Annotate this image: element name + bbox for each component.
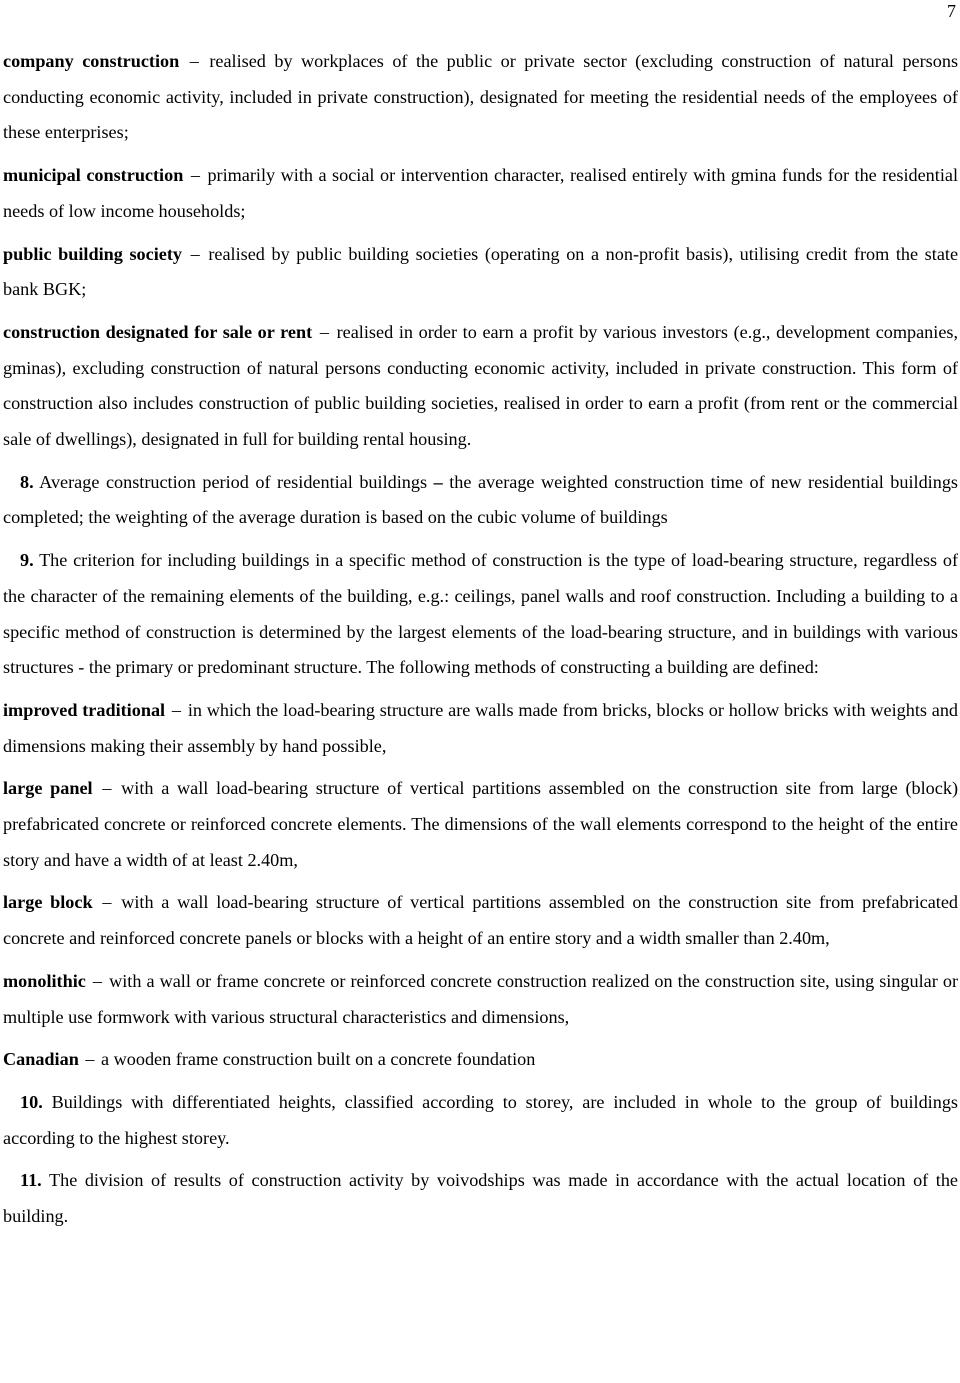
item-text: Buildings with differentiated heights, classified according to storey, are included in whole to the group of buildings according to the highest storey. xyxy=(3,1091,958,1148)
item-text: the average weighted construction time of new residential buildings completed; the weighting of the average duration is based on the cubic volume of buildings xyxy=(3,471,958,528)
definition-text: with a wall load-bearing structure of vertical partitions assembled on the construction site from large (block) prefabricated concrete or reinforced concrete elements. The dimensions of the wall elements correspond to the height of the entire story and have a width of at least 2.40m, xyxy=(3,778,959,870)
item-10 xyxy=(3,1085,958,1156)
em-dash: – xyxy=(190,243,200,264)
definition-canadian xyxy=(3,1042,958,1078)
definition-large-block xyxy=(3,885,958,956)
definition-improved-traditional xyxy=(3,693,958,764)
definition-text: realised by workplaces of the public or private sector (excluding construction of natural persons conducting economic activity, included in private construction), designated for meeting the residential needs of the employees of these enterprises; xyxy=(3,51,959,143)
em-dash: – xyxy=(85,1049,95,1070)
page-number: 7 xyxy=(947,1,956,21)
definition-text: primarily with a social or intervention character, realised entirely with gmina funds for the residential needs of low income households; xyxy=(3,165,959,221)
item-11 xyxy=(3,1163,958,1234)
definition-text: with a wall load-bearing structure of vertical partitions assembled on the construction site from prefabricated concrete and reinforced concrete panels or blocks with a height of an entire story and a width smaller than 2.40m, xyxy=(3,892,959,949)
definition-term: public building society xyxy=(3,243,182,264)
definition-text: with a wall or frame concrete or reinforced concrete construction realized on the construction site, using singular or multiple use formwork with various structural characteristics and dimensions, xyxy=(3,970,959,1027)
item-number: 9. xyxy=(20,550,34,571)
em-dash: – xyxy=(92,970,103,991)
definition-term: construction designated for sale or rent xyxy=(3,321,313,342)
definition-term: large panel xyxy=(3,778,93,799)
definition-monolithic xyxy=(3,964,958,1035)
item-number: 8. xyxy=(20,471,34,492)
definition-public-building-society xyxy=(3,237,958,308)
definition-term: large block xyxy=(3,892,93,913)
definition-large-panel xyxy=(3,771,958,878)
item-number: 11. xyxy=(20,1170,42,1191)
em-dash: – xyxy=(319,321,329,342)
definition-text: a wooden frame construction built on a concrete foundation xyxy=(101,1049,536,1070)
item-text: The division of results of construction activity by voivodships was made in accordance with the actual location of the building. xyxy=(3,1170,959,1227)
em-dash: – xyxy=(102,778,112,799)
item-text: The criterion for including buildings in a specific method of construction is the type of load-bearing structure, regardless of the character of the remaining elements of the building, e.g.: ceilings, panel walls and roof construction. Including a building to a specific method of construction is determined by the largest elements of the load-bearing structure, and in buildings with various structures - the primary or predominant structure. The following methods of constructing a building are defined: xyxy=(3,550,959,678)
em-dash: – xyxy=(171,699,181,720)
definition-term: monolithic xyxy=(3,970,86,991)
em-dash: – xyxy=(190,165,200,186)
definition-text: realised by public building societies (operating on a non-profit basis), utilising credit from the state bank BGK; xyxy=(3,243,959,300)
item-8 xyxy=(3,465,958,536)
item-9 xyxy=(3,543,958,686)
definition-municipal-construction xyxy=(3,158,958,229)
document-body xyxy=(3,44,958,1242)
definition-term: company construction xyxy=(3,51,180,71)
em-dash: – xyxy=(189,51,199,71)
item-number: 10. xyxy=(20,1091,43,1112)
em-dash: – xyxy=(433,471,443,492)
definition-text: in which the load-bearing structure are walls made from bricks, blocks or hollow bricks with weights and dimensions making their assembly by hand possible, xyxy=(3,699,959,756)
em-dash: – xyxy=(102,892,112,913)
definition-term: Canadian xyxy=(3,1049,79,1070)
definition-sale-or-rent xyxy=(3,315,958,458)
definition-term: municipal construction xyxy=(3,165,184,186)
definition-text: realised in order to earn a profit by various investors (e.g., development companies, gminas), excluding construction of natural persons conducting economic activity, included in private construction. This form of construction also includes construction of public building societies, realised in order to earn a profit (from rent or the commercial sale of dwellings), designated in full for building rental housing. xyxy=(3,321,959,450)
item-lead: Average construction period of residential buildings xyxy=(39,471,428,492)
definition-term: improved traditional xyxy=(3,699,166,720)
definition-company-construction xyxy=(3,44,958,151)
